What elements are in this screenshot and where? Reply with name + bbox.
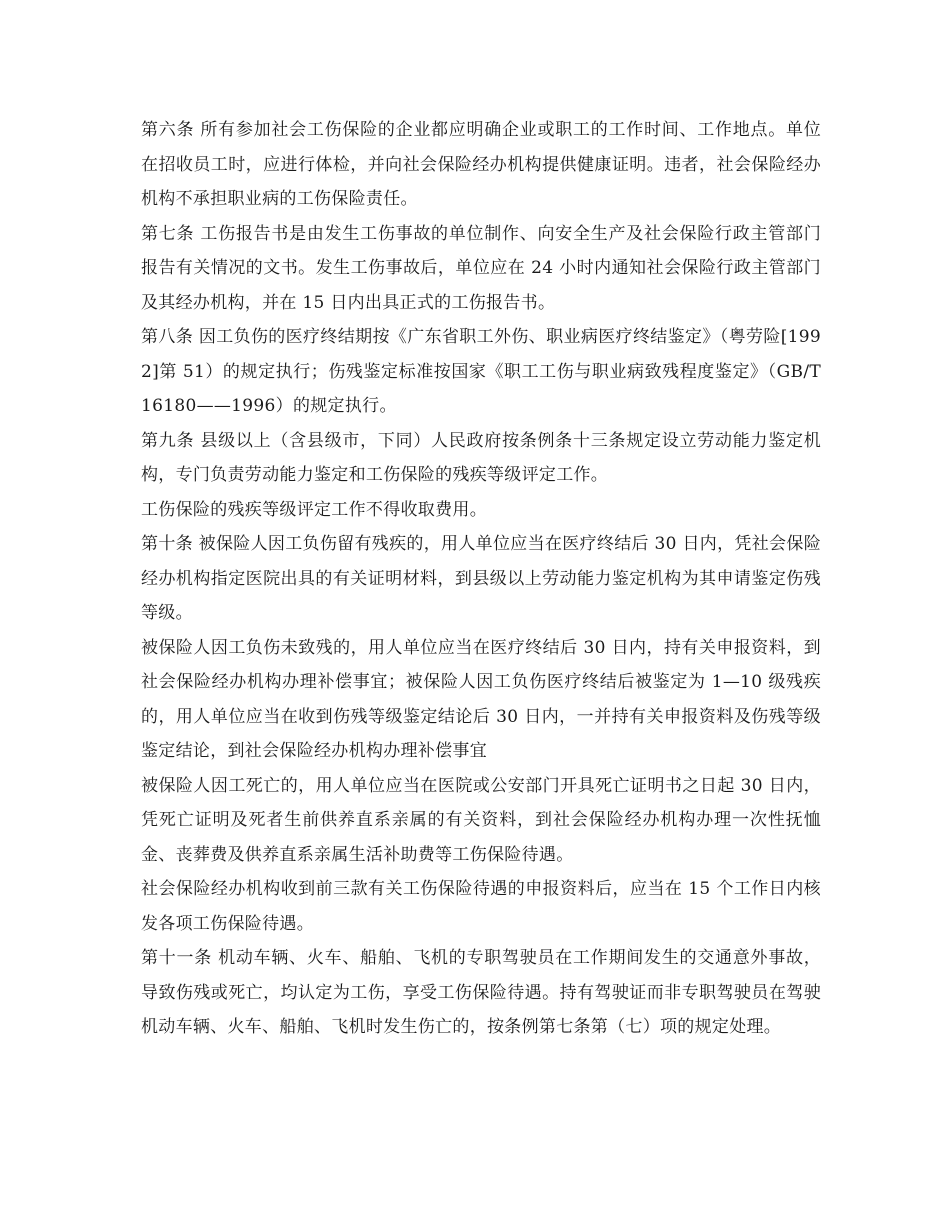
paragraph-article-11: 第十一条 机动车辆、火车、船舶、飞机的专职驾驶员在工作期间发生的交通意外事故，导致伤残或死亡，均认定为工伤，享受工伤保险待遇。持有驾驶证而非专职驾驶员在驾驶机动车辆、火车、船舶、飞机时发生伤亡的，按条例第七条第（七）项的规定处理。 [141,948,821,1037]
paragraph-article-10-processing: 社会保险经办机构收到前三款有关工伤保险待遇的申报资料后，应当在 15 个工作日内核发各项工伤保险待遇。 [141,879,821,934]
paragraph-article-9: 第九条 县级以上（含县级市，下同）人民政府按条例条十三条规定设立劳动能力鉴定机构，专门负责劳动能力鉴定和工伤保险的残疾等级评定工作。 [141,430,821,485]
paragraph-article-6: 第六条 所有参加社会工伤保险的企业都应明确企业或职工的工作时间、工作地点。单位在招收员工时，应进行体检，并向社会保险经办机构提供健康证明。违者，社会保险经办机构不承担职业病的工伤保险责任。 [141,120,821,209]
paragraph-article-10-injury: 被保险人因工负伤未致残的，用人单位应当在医疗终结后 30 日内，持有关申报资料，到社会保险经办机构办理补偿事宜；被保险人因工负伤医疗终结后被鉴定为 1—10 级残疾的，用人单位应当在收到伤残等级鉴定结论后 30 日内，一并持有关申报资料及伤残等级鉴定结论，到社会保险经办机构办理补偿事宜 [141,637,821,761]
paragraph-article-10-death: 被保险人因工死亡的，用人单位应当在医院或公安部门开具死亡证明书之日起 30 日内，凭死亡证明及死者生前供养直系亲属的有关资料，到社会保险经办机构办理一次性抚恤金、丧葬费及供养直系亲属生活补助费等工伤保险待遇。 [141,775,821,865]
paragraph-article-7: 第七条 工伤报告书是由发生工伤事故的单位制作、向安全生产及社会保险行政主管部门报告有关情况的文书。发生工伤事故后，单位应在 24 小时内通知社会保险行政主管部门及其经办机构，并在 15 日内出具正式的工伤报告书。 [141,223,821,313]
document-body [141,113,821,1045]
paragraph-article-10: 第十条 被保险人因工负伤留有残疾的，用人单位应当在医疗终结后 30 日内，凭社会保险经办机构指定医院出具的有关证明材料，到县级以上劳动能力鉴定机构为其申请鉴定伤残等级。 [141,534,821,623]
paragraph-article-9-note: 工伤保险的残疾等级评定工作不得收取费用。 [141,499,487,520]
paragraph-article-8: 第八条 因工负伤的医疗终结期按《广东省职工外伤、职业病医疗终结鉴定》（粤劳险[1992]第 51）的规定执行；伤残鉴定标准按国家《职工工伤与职业病致残程度鉴定》（GB/T16180——1996）的规定执行。 [141,327,821,416]
